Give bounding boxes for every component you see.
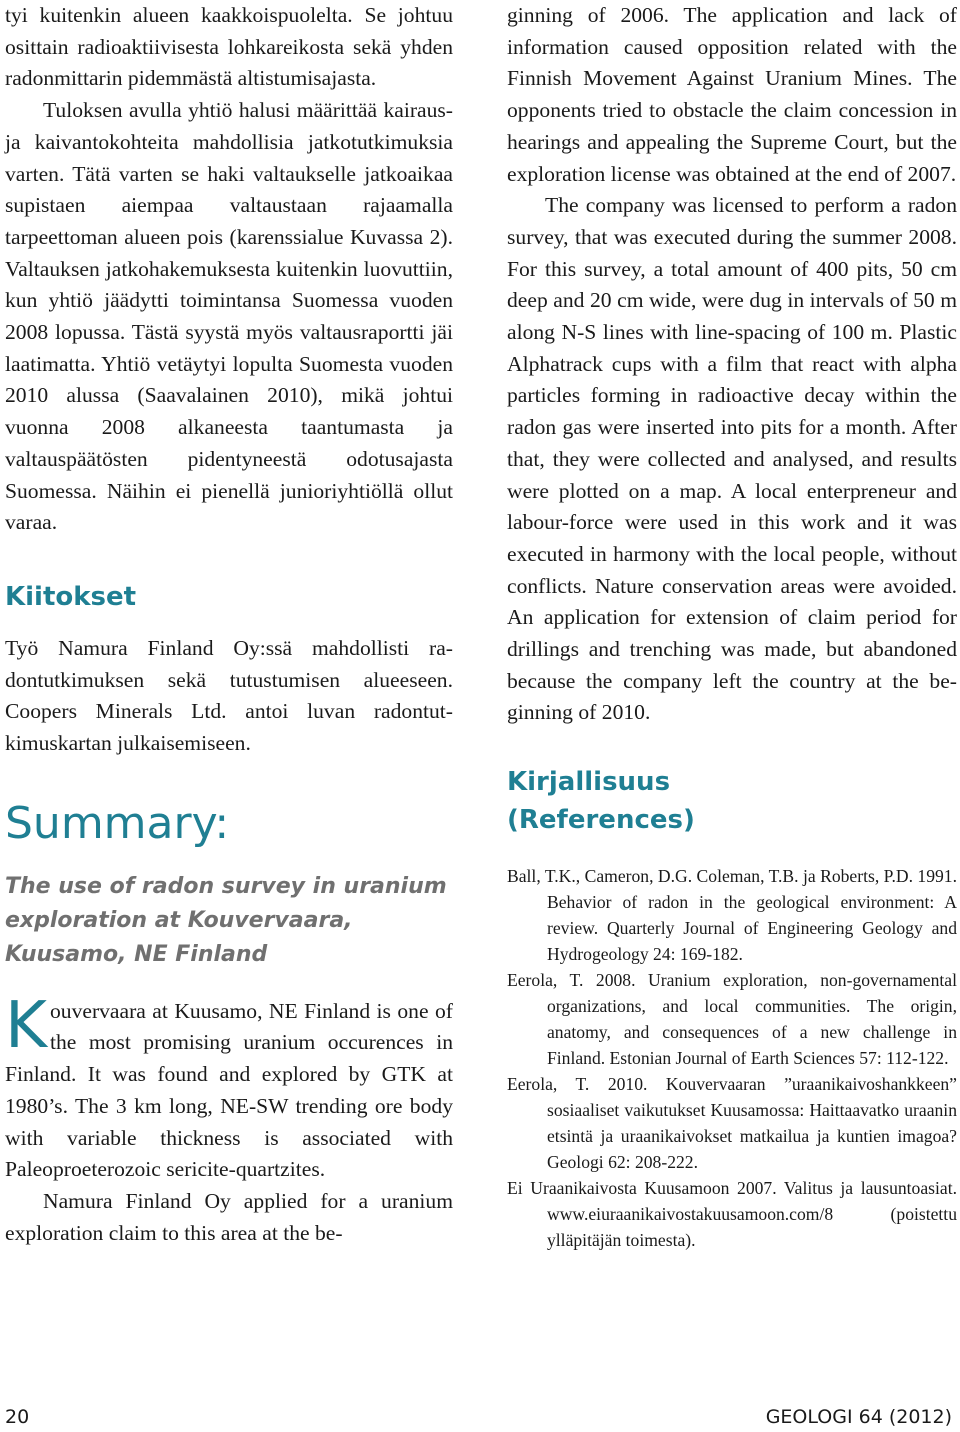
references-heading-line-2: (References) [507,805,695,836]
section-heading-kiitokset: Kiitokset [5,581,137,612]
body-paragraph: ginning of 2006. The application and lack of information caused opposition related with the Finnish Movement Against Uranium Mines. The opponents tried to obstacle the claim concession in hearings and appealing the Supreme Court, but the exploration license was obtained at the end of 2007. [507,3,957,186]
summary-paragraph-text: ouvervaara at Kuusamo, NE Finland is one of the most promising uranium occurences in Finland. It was found and explored by GTK at 1980’s. The 3 km long, NE-SW trending ore body with variable thickness is associated with Paleoproeterozoic sericite-quartzites. [5,998,453,1182]
summary-subtitle: The use of radon survey in uranium exploration at Kouvervaara, Kuusamo, NE Finland [5,873,447,967]
reference-item: Ball, T.K., Cameron, D.G. Coleman, T.B. ja Roberts, P.D. 1991. Behavior of radon in the geological environment: A review. Quarterly Journal of Engineering Geology and Hydrogeology 24: 169-182. [507,866,957,965]
reference-item: Eerola, T. 2008. Uranium exploration, non-governamental organizations, and local communities. The origin, anatomy, and consequences of a new challenge in Finland. Estonian Journal of Earth Sciences 57: 112-122. [507,970,957,1069]
reference-item: Ei Uraanikaivosta Kuusamoon 2007. Valitus ja lausuntoasiat. www.eiuraanikaivostakuusamoon.com/8 (poistettu ylläpitäjän toimesta). [507,1178,957,1251]
reference-list [507,863,957,1253]
acknowledgements-paragraph: Työ Namura Finland Oy:ssä mahdollisti radontutkimuksen sekä tutustumisen alueeseen. Coopers Minerals Ltd. antoi luvan radontutkimuskartan julkaisemiseen. [5,635,453,756]
body-paragraph: Tuloksen avulla yhtiö halusi määrittää kairaus- ja kaivantokohteita mahdollisia jatkotutkimuksia varten. Tätä varten se haki valtaukselle jatkoaikaa supistaen aiempaa valtaustaan rajaamalla tarpeettoman alueen pois (karenssialue Kuvassa 2). Valtauksen jatkohakemuksesta kuitenkin luovuttiin, kun yhtiö jäädytti toimintansa Suomessa vuoden 2008 lopussa. Tästä syystä myös valtausraportti jäi laatimatta. Yhtiö vetäytyi lopulta Suomesta vuoden 2010 alussa (Saavalainen 2010), mikä johtui vuonna 2008 alkaneesta taantumasta ja valtauspäätösten pidentyneestä odotusajasta Suomessa. Näihin ei pienellä junioriyhtiöllä ollut varaa. [5,98,453,535]
right-column [507,0,957,1253]
reference-item: Eerola, T. 2010. Kouvervaaran ”uraanikaivoshankkeen” sosiaaliset vaikutukset Kuusamossa: Haittaavatko uraanin etsintä ja uraanikaivokset matkailua ja kuntien imagoa? Geologi 62: 208-222. [507,1074,957,1173]
summary-paragraph: Namura Finland Oy applied for a uranium exploration claim to this area at the be- [5,1188,453,1245]
body-paragraph: The company was licensed to perform a radon survey, that was executed during the summer 2008. For this survey, a total amount of 400 pits, 50 cm deep and 20 cm wide, were dug in intervals of 50 m along N-S lines with line-spacing of 100 m. Plastic Alphatrack cups with a film that react with alpha particles forming in radioactive decay within the radon gas were inserted into pits for a month. After that, they were collected and analysed, and results were plotted on a map. A local enterpreneur and labour-force were used in this work and it was executed in harmony with the local people, without conflicts. Nature conservation areas were avoided. An application for extension of claim period for drillings and trenching was made, but abandoned because the company left the country at the beginning of 2010. [507,193,957,725]
references-heading-line-1: Kirjallisuus [507,767,671,798]
left-column [5,0,453,1249]
journal-footer: GEOLOGI 64 (2012) [765,1406,952,1428]
page-number: 20 [5,1406,30,1428]
summary-title: Summary: [5,797,230,849]
references-heading [507,763,957,839]
summary-paragraph [5,988,453,1186]
drop-cap: K [5,988,47,1063]
body-paragraph: tyi kuitenkin alueen kaakkoispuolelta. Se johtuu osittain radioaktiivisesta lohkareikosta sekä yhden radonmittarin pidemmästä altistumisajasta. [5,3,453,91]
